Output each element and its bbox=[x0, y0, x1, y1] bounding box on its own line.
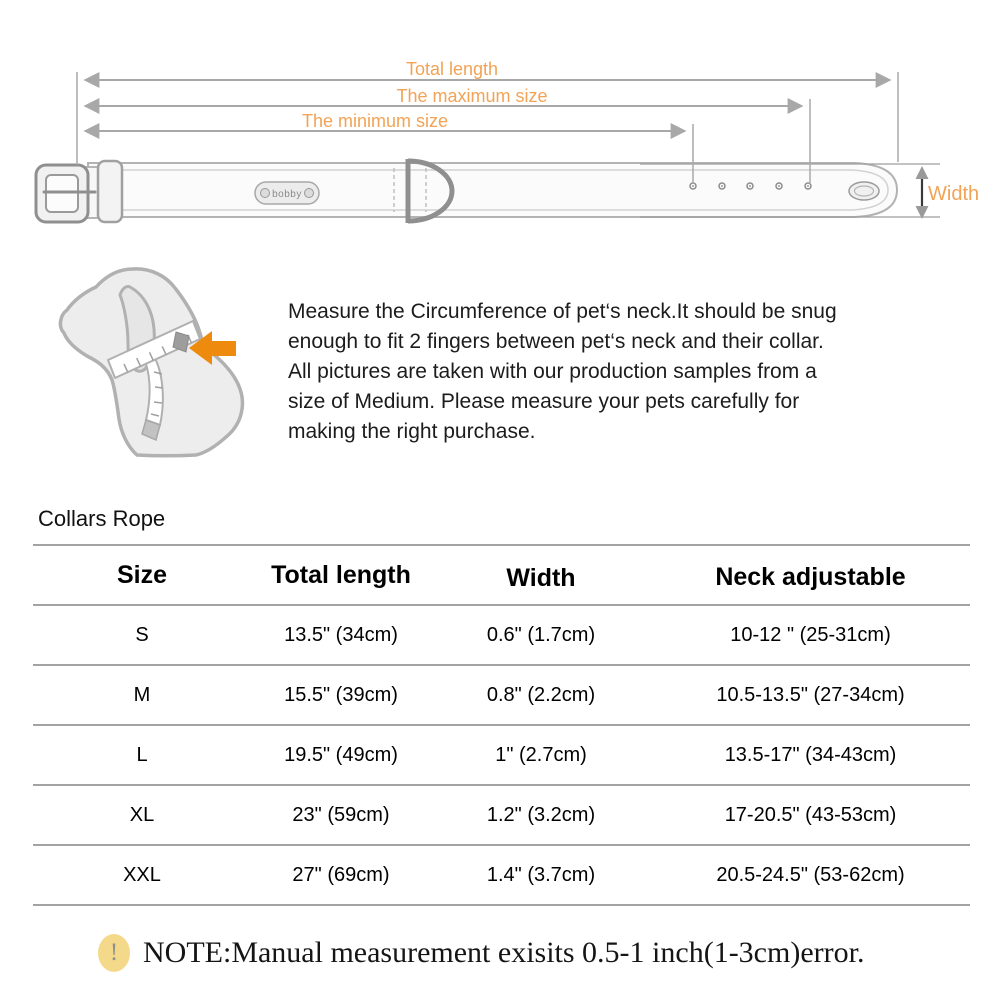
table-header-row bbox=[33, 545, 970, 605]
size-cell: L bbox=[136, 743, 148, 766]
width-arrow bbox=[916, 166, 929, 219]
neck-adjustable-cell: 20.5-24.5" (53-62cm) bbox=[716, 863, 905, 886]
neck-adjustable-cell: 10.5-13.5" (27-34cm) bbox=[716, 683, 905, 706]
width-cell: 1.2" (3.2cm) bbox=[486, 803, 596, 826]
total-length-cell: 27" (69cm) bbox=[292, 863, 390, 886]
header-neck-adjustable: Neck adjustable bbox=[715, 562, 906, 591]
collar-measurement-diagram bbox=[0, 0, 1000, 250]
table-row bbox=[33, 845, 970, 905]
width-label: Width bbox=[928, 183, 980, 205]
maximum-size-label: The maximum size bbox=[396, 86, 548, 106]
nameplate-text: bobby bbox=[272, 189, 302, 200]
collar-nameplate bbox=[255, 182, 319, 204]
note-text: NOTE:Manual measurement exisits 0.5-1 inch(1-3cm)error. bbox=[143, 936, 865, 969]
exclamation-glyph: ! bbox=[109, 939, 119, 966]
header-size: Size bbox=[116, 560, 168, 589]
header-width: Width bbox=[506, 563, 576, 592]
tip-tag bbox=[849, 182, 879, 200]
header-total-length: Total length bbox=[271, 560, 411, 589]
size-table bbox=[33, 544, 970, 906]
total-length-label: Total length bbox=[405, 59, 499, 79]
instruction-line: Measure the Circumference of pet‘s neck.It should be snug bbox=[288, 300, 837, 323]
width-cell: 1.4" (3.7cm) bbox=[486, 863, 596, 886]
size-cell: XXL bbox=[123, 863, 161, 886]
instruction-line: size of Medium. Please measure your pets carefully for bbox=[288, 390, 800, 413]
size-cell: XL bbox=[129, 803, 155, 826]
collar-illustration bbox=[36, 159, 897, 223]
dog-measuring-illustration bbox=[50, 257, 270, 469]
width-cell: 0.8" (2.2cm) bbox=[486, 683, 596, 706]
total-length-cell: 13.5" (34cm) bbox=[284, 623, 398, 646]
instruction-line: making the right purchase. bbox=[288, 420, 536, 443]
table-row bbox=[33, 605, 970, 665]
total-length-cell: 19.5" (49cm) bbox=[284, 743, 398, 766]
exclamation-icon bbox=[98, 934, 130, 972]
minimum-size-label: The minimum size bbox=[301, 111, 449, 131]
width-cell: 1" (2.7cm) bbox=[495, 743, 587, 766]
keeper-loop bbox=[98, 161, 122, 222]
size-cell: M bbox=[133, 683, 151, 706]
measuring-instructions bbox=[288, 297, 948, 447]
size-table-title: Collars Rope bbox=[38, 506, 166, 531]
width-cell: 0.6" (1.7cm) bbox=[486, 623, 596, 646]
size-cell: S bbox=[135, 623, 149, 646]
collar-strap bbox=[88, 163, 897, 217]
total-length-cell: 23" (59cm) bbox=[292, 803, 390, 826]
neck-adjustable-cell: 17-20.5" (43-53cm) bbox=[724, 803, 897, 826]
table-row bbox=[33, 665, 970, 725]
neck-adjustable-cell: 10-12 " (25-31cm) bbox=[730, 623, 891, 646]
instruction-line: All pictures are taken with our production samples from a bbox=[288, 360, 817, 383]
total-length-cell: 15.5" (39cm) bbox=[284, 683, 398, 706]
note-row bbox=[98, 934, 864, 972]
table-row bbox=[33, 785, 970, 845]
neck-adjustable-cell: 13.5-17" (34-43cm) bbox=[724, 743, 897, 766]
instruction-line: enough to fit 2 fingers between pet‘s neck and their collar. bbox=[288, 330, 824, 353]
table-row bbox=[33, 725, 970, 785]
